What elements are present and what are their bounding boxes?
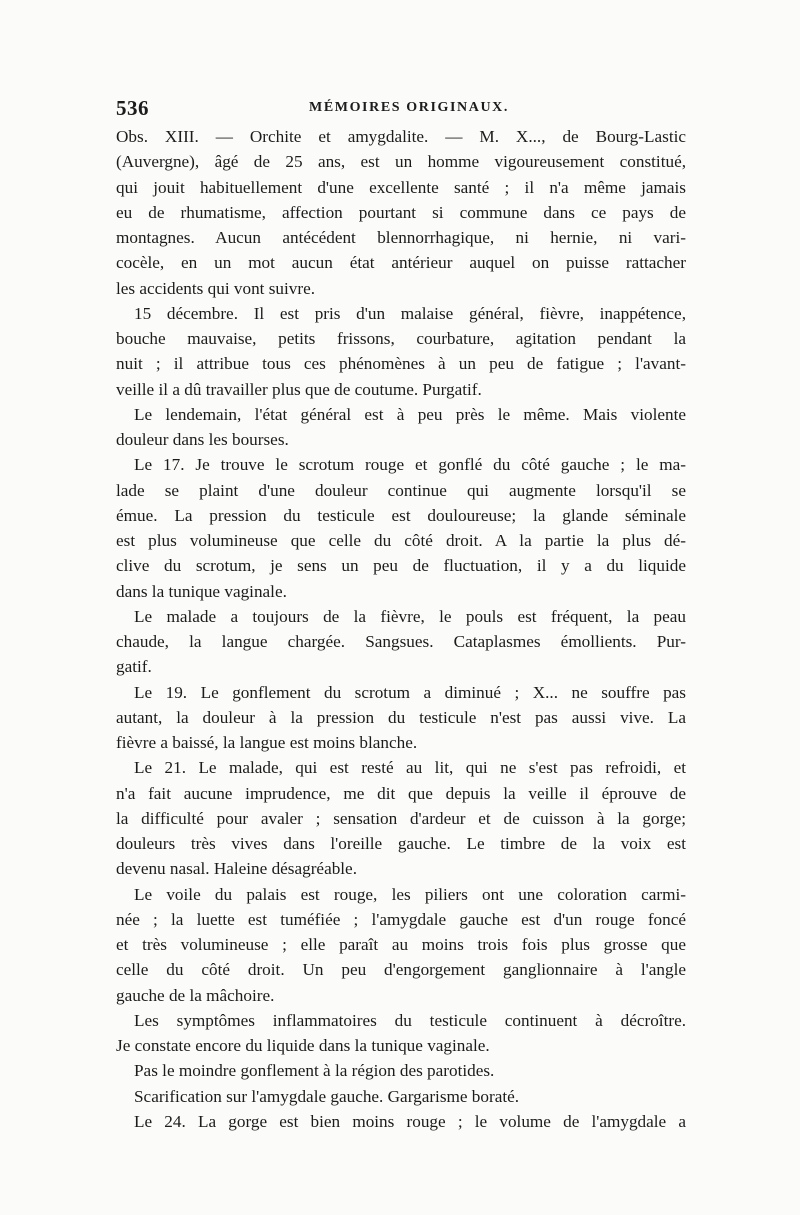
text-line: chaude, la langue chargée. Sangsues. Cataplasmes émollients. Pur- xyxy=(116,632,686,651)
text-line: Le malade a toujours de la fièvre, le pouls est fréquent, la peau xyxy=(134,606,686,626)
text-line: et très volumineuse ; elle paraît au moins trois fois plus grosse que xyxy=(116,935,686,954)
text-line: née ; la luette est tuméfiée ; l'amygdale gauche est d'un rouge foncé xyxy=(116,909,686,929)
text-line: douleur dans les bourses. xyxy=(116,430,289,449)
text-line: les accidents qui vont suivre. xyxy=(116,278,316,298)
text-line: 15 décembre. Il est pris d'un malaise général, fièvre, inappétence, xyxy=(134,303,686,323)
text-line: Le voile du palais est rouge, les piliers ont une coloration carmi- xyxy=(134,884,686,904)
text-line: émue. La pression du testicule est douloureuse; la glande séminale xyxy=(116,505,686,525)
page-number: 536 xyxy=(116,96,149,120)
text-line: eu de rhumatisme, affection pourtant si commune dans ce pays de xyxy=(116,202,686,222)
text-line: cocèle, en un mot aucun état antérieur auquel on puisse rattacher xyxy=(116,253,686,273)
running-head xyxy=(116,96,696,126)
text-line: clive du scrotum, je sens un peu de fluctuation, il y a du liquide xyxy=(116,556,686,576)
text-line: Les symptômes inflammatoires du testicule continuent à décroître. xyxy=(134,1010,686,1030)
text-line: devenu nasal. Haleine désagréable. xyxy=(116,859,357,879)
text-line: dans la tunique vaginale. xyxy=(116,581,287,601)
text-line: Le 21. Le malade, qui est resté au lit, qui ne s'est pas refroidi, et xyxy=(134,758,686,778)
text-line: n'a fait aucune imprudence, me dit que depuis la veille il éprouve de xyxy=(116,783,686,803)
text-line: qui jouit habituellement d'une excellente santé ; il n'a même jamais xyxy=(116,177,686,197)
text-line: autant, la douleur à la pression du testicule n'est pas aussi vive. La xyxy=(116,707,686,727)
text-line: Le 17. Je trouve le scrotum rouge et gonflé du côté gauche ; le ma- xyxy=(134,455,686,475)
text-line: douleurs très vives dans l'oreille gauche. Le timbre de la voix est xyxy=(116,834,686,853)
text-line: Scarification sur l'amygdale gauche. Gargarisme boraté. xyxy=(134,1086,520,1106)
text-line: fièvre a baissé, la langue est moins blanche. xyxy=(116,733,418,752)
text-line: Le lendemain, l'état général est à peu près le même. Mais violente xyxy=(134,404,686,424)
text-line: montagnes. Aucun antécédent blennorrhagique, ni hernie, ni vari- xyxy=(116,228,686,247)
text-line: (Auvergne), âgé de 25 ans, est un homme vigoureusement constitué, xyxy=(116,152,686,172)
text-line: veille il a dû travailler plus que de coutume. Purgatif. xyxy=(116,379,482,399)
text-line: la difficulté pour avaler ; sensation d'ardeur et de cuisson à la gorge; xyxy=(116,808,686,828)
text-line: gatif. xyxy=(116,657,152,677)
text-line: Pas le moindre gonflement à la région des parotides. xyxy=(134,1061,495,1081)
body-text xyxy=(116,124,686,1134)
text-line: Obs. XIII. — Orchite et amygdalite. — M. X..., de Bourg-Lastic xyxy=(116,127,686,146)
text-line: Le 24. La gorge est bien moins rouge ; le volume de l'amygdale a xyxy=(134,1111,686,1131)
text-line: celle du côté droit. Un peu d'engorgement ganglionnaire à l'angle xyxy=(116,960,686,980)
text-line: lade se plaint d'une douleur continue qui augmente lorsqu'il se xyxy=(116,480,686,500)
text-line: est plus volumineuse que celle du côté droit. A la partie la plus dé- xyxy=(116,531,686,550)
text-line: nuit ; il attribue tous ces phénomènes à un peu de fatigue ; l'avant- xyxy=(116,354,686,374)
running-title: MÉMOIRES ORIGINAUX. xyxy=(309,100,509,115)
text-line: Le 19. Le gonflement du scrotum a diminué ; X... ne souffre pas xyxy=(134,682,686,702)
text-line: Je constate encore du liquide dans la tunique vaginale. xyxy=(116,1036,490,1055)
text-line: gauche de la mâchoire. xyxy=(116,985,275,1005)
text-line: bouche mauvaise, petits frissons, courbature, agitation pendant la xyxy=(116,329,686,348)
